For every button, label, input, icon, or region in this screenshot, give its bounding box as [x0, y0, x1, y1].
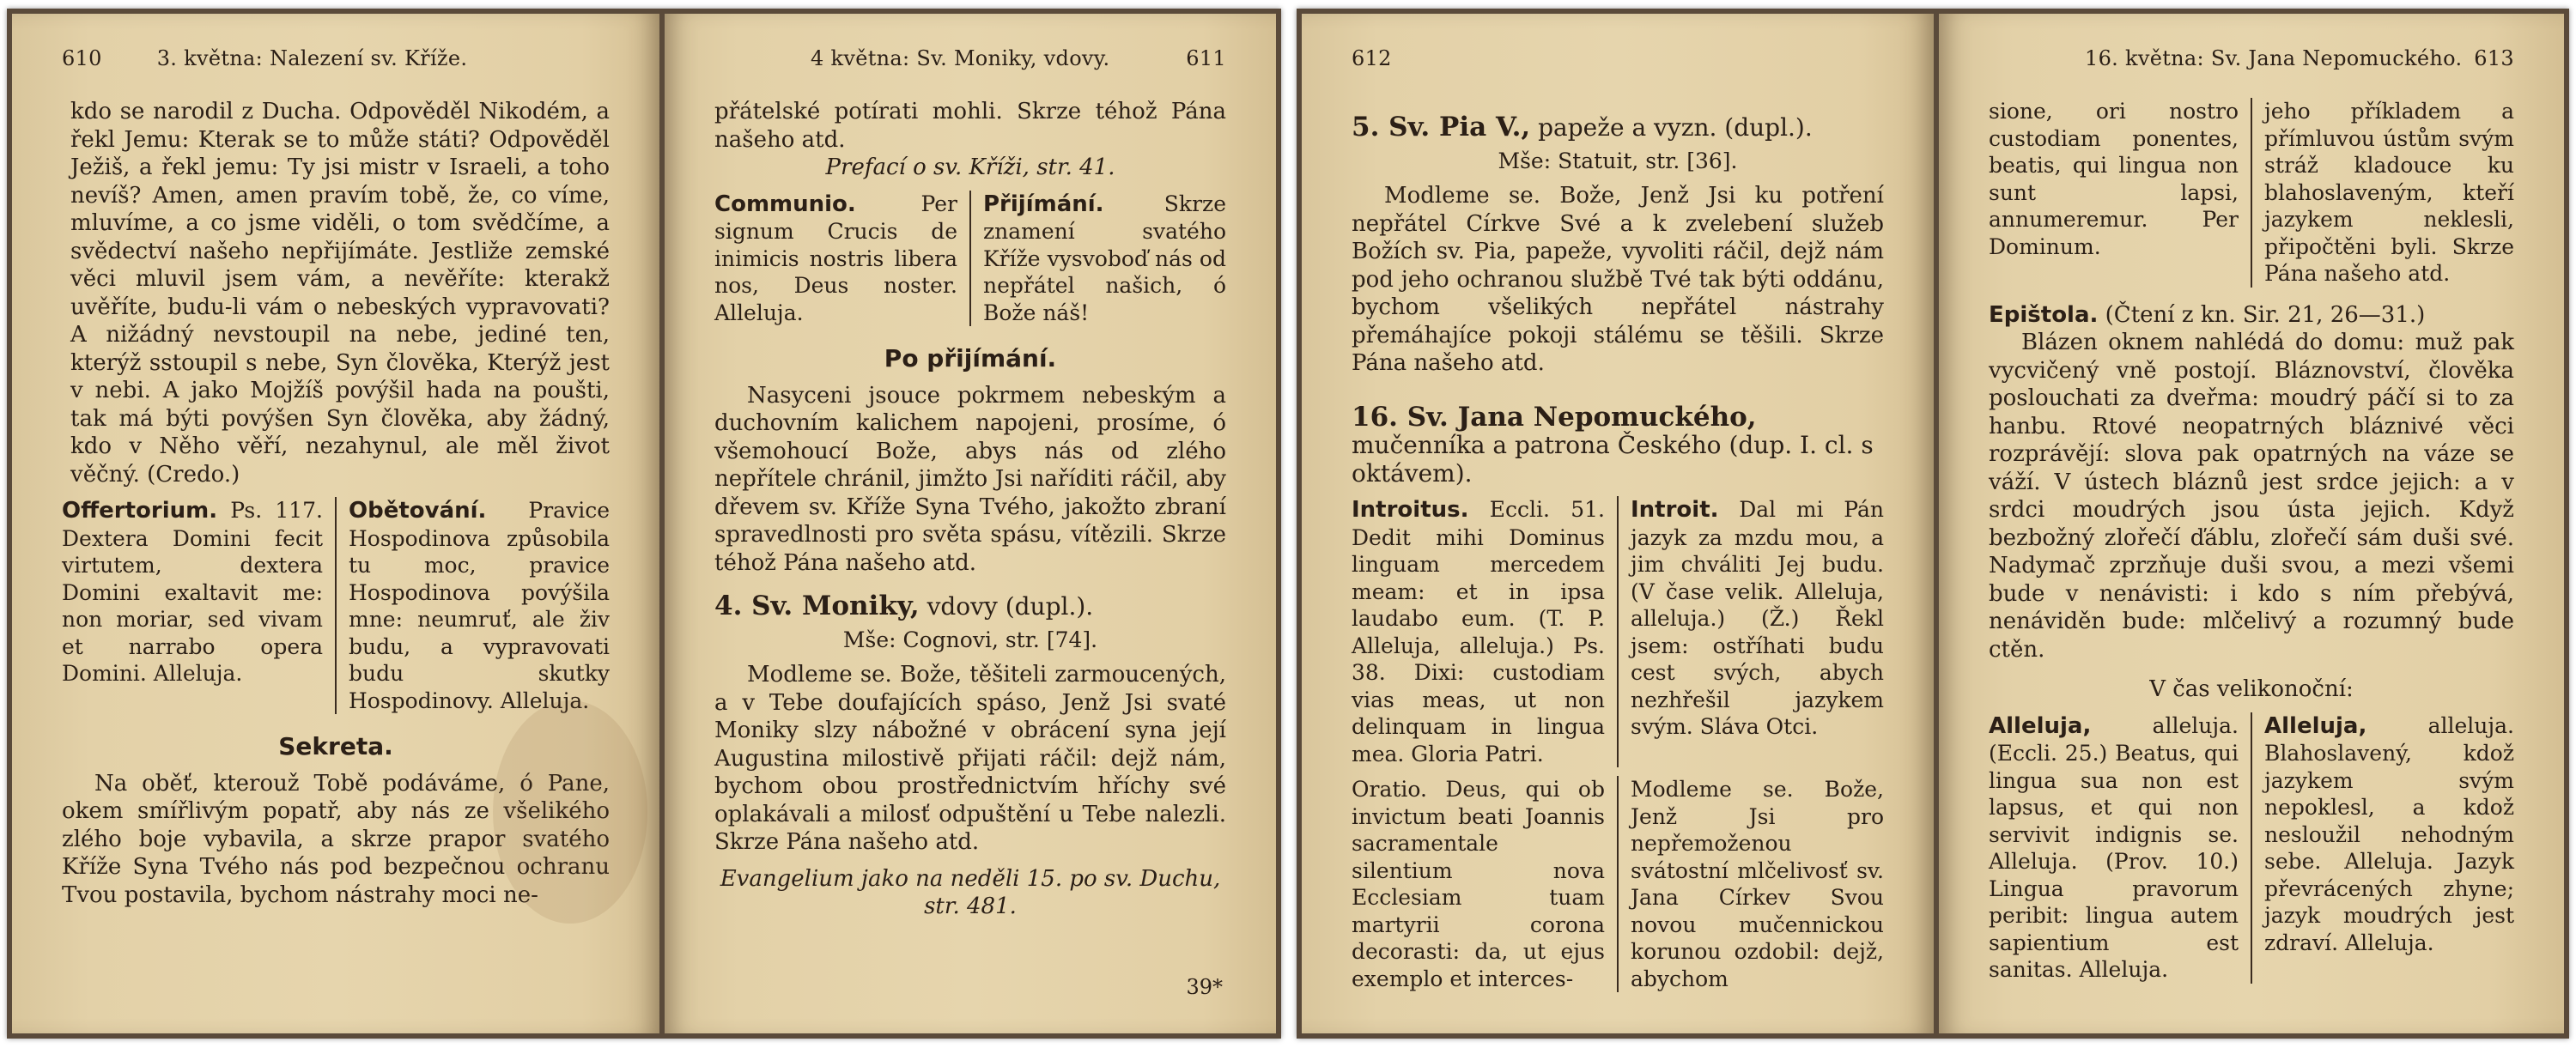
alleluia-czech-text: alleluja. Blahoslavený, kdož jazykem svým nepoklesl, a kdož nesloužil nehodným sebe. Alleluja. Jazyk převrácených zhyne; jazyk moudrých jest zdraví. Alleluja. [2264, 712, 2514, 955]
feast-name: 5. Sv. Pia V., [1352, 112, 1531, 142]
sekreta-heading: Sekreta. [278, 732, 393, 760]
running-head [714, 46, 1226, 98]
page-body [714, 98, 1226, 921]
oratio-czech-continued: jeho příkladem a přímluvou ústům svým stráž kladouce ku blahoslaveným, kteří jazykem neklesli, připočtěni byli. Skrze Pána našeho atd. [2251, 98, 2514, 288]
page-610 [12, 14, 659, 1033]
offertory-czech-text: Pravice Hospodinova způsobila tu moc, pravice Hospodinova povýšila mne: neumruť, ale živ budu, a vypravovati budu skutky Hospodinovy. Alleluja. [349, 498, 610, 713]
signature-mark: 39* [1186, 975, 1223, 999]
oratio-columns [1352, 776, 1884, 992]
offertory-latin [62, 497, 335, 714]
epistle-text: Blázen oknem nahlédá do domu: muž pak vycvičený vně postojí. Bláznovství, člověka poslouchati za dveřma: moudrý páčí si to za hanbu. Rtové neopatrných bláznivé věci rozprávějí: slova pak opatrných na váze se váží. V ústech bláznů jest srdce jejich: a v srdci moudrých jsou ústa jejich. Když bezbožný zlořečí ďáblu, zlořečí sám duši své. Nadymač zprzňuje duši svou, a mezi všemi bude v nenávisti: i kdo s ním přebývá, nenáviděn bude: mlčelivý a rozumný bude ctěn. [1989, 330, 2514, 663]
introit-czech [1617, 496, 1884, 767]
alleluia-latin-text: alleluja. (Eccli. 25.) Beatus, qui lingua sua non est lapsus, et qui non servivit indignis se. Alleluja. (Prov. 10.) Lingua pravorum peribit: lingua autem sapientium est sanitas. Alleluja. [1989, 712, 2239, 982]
page-number: 611 [1186, 46, 1226, 70]
introit-columns [1352, 496, 1884, 767]
offertory-czech [335, 497, 610, 714]
collect-monica: Modleme se. Bože, těšiteli zarmoucených, a v Tebe doufajících spáso, Jenž Jsi svaté Moniky slzy nábožné v obrácení syna její Augustina milostivě přijati ráčil: dejž nám, bychom obou prostřednictvím hříchy své oplakávali a milosť odpuštění u Tebe nalezli. Skrze Pána našeho atd. [714, 662, 1226, 855]
collect-pius: Modleme se. Bože, Jenž Jsi ku potření nepřátel Církve Své a k zvelebení služeb Božích sv. Pia, papeže, vyvoliti ráčil, dejž nám pod jeho ochranou službě Tvé tak býti oddánu, bychom všelikých nepřátel nástrahy přemáhajíce pokoji stálému se těšili. Skrze Pána našeho atd. [1352, 183, 1884, 376]
left-book-spread [7, 9, 1281, 1039]
communion-czech [969, 191, 1226, 327]
communion-latin-text: Per signum Crucis de inimicis nostris libera nos, Deus noster. Alleluja. [714, 191, 957, 325]
feast-rank: papeže a vyzn. (dupl.). [1538, 113, 1813, 142]
mass-reference: Mše: Cognovi, str. [74]. [842, 627, 1098, 652]
offertory-czech-label: Obětování. [349, 498, 487, 524]
postcommunion-text: Nasyceni jsouce pokrmem nebeským a duchovním kalichem napojeni, prosíme, ó všemohoucí Bože, abys nás od zlého nepřítele chránil, jimžto Jsi naříditi ráčil, aby dřevem sv. Kříže Syna Tvého, jakožto zbraní spravedlnosti pro světa spásu, vítězili. Skrze téhož Pána našeho atd. [714, 382, 1226, 576]
running-title: 16. května: Sv. Jana Nepomuckého. [2085, 46, 2463, 70]
feast-name: 16. Sv. Jana Nepomuckého, [1352, 401, 1757, 433]
introit-czech-text: Dal mi Pán jazyk za mzdu mou, a jim chváliti Jej budu. (V čase velik. Alleluja, alleluja.) (Ž.) Řekl jsem: ostříhati budu cest svých, abych nezhřešil jazykem svým. Sláva Otci. [1631, 497, 1884, 739]
epistle-label: Epištola. [1989, 301, 2099, 328]
page-612 [1302, 14, 1934, 1033]
feast-rank: vdovy (dupl.). [927, 592, 1094, 621]
sekreta-text: Na oběť, kterouž Tobě podáváme, ó Pane, okem smířlivým popatř, aby nás ze všelikého zlého boje vybavila, a skrze prapor svatého Kříže Syna Tvého nás pod bezpečnou ochranu Tvou postavila, bychom nástrahy moci ne- [62, 770, 610, 908]
oratio-czech: Modleme se. Bože, Jenž Jsi pro nepřemoženou svátostní mlčelivosť sv. Jana Církev Svou novou mučennickou korunou ozdobil: dejž, abychom [1617, 776, 1884, 992]
running-head [62, 46, 610, 98]
epistle-reference: (Čtení z kn. Sir. 21, 26—31.) [2105, 301, 2426, 328]
feast-name: 4. Sv. Moniky, [714, 591, 920, 621]
feast-title-john [1352, 403, 1884, 488]
offertory-columns [62, 497, 610, 714]
page-body [1989, 98, 2514, 984]
page-body [1352, 113, 1884, 992]
secret-continuation: přátelské potírati mohli. Skrze téhož Pána našeho atd. [714, 99, 1226, 153]
gospel-continuation: kdo se narodil z Ducha. Odpověděl Nikodém, a řekl Jemu: Kterak se to může státi? Odpověděl Ježiš, a řekl jemu: Ty jsi mistr v Israeli, a toho nevíš? Amen, amen pravím tobě, že, co víme, mluvíme, a co jsme viděli, o tom svědčíme, a svědectví našeho nepřijímáte. Jestliže zemské věci mluvil jsem vám, a nevěříte: kterakž uvěříte, budu-li vám o nebeských vypravovati? A nižádný nevstoupil na nebe, jediné ten, kterýž sstoupil s nebe, Syn člověka, Kterýž jest v nebi. A jako Mojžíš povýšil hada na poušti, tak má býti povýšen Syn člověka, aby žádný, kdo v Něho věří, nezahynul, ale měl život věčný. (Credo.) [70, 99, 610, 488]
right-book-spread [1297, 9, 2569, 1039]
page-613 [1939, 14, 2564, 1033]
feast-rank: mučenníka a patrona Českého (dup. I. cl. s oktávem). [1352, 431, 1874, 488]
oratio-latin: Oratio. Deus, qui ob invictum beati Joannis sacramentale silentium nova Ecclesiam tuam martyrii corona decorasti: da, ut ejus exemplo et interces- [1352, 777, 1605, 991]
feast-title-monica [714, 592, 1226, 621]
offertory-latin-label: Offertorium. [62, 498, 218, 524]
preface-note: Prefací o sv. Kříži, str. 41. [825, 154, 1115, 180]
communion-latin-label: Communio. [714, 191, 856, 217]
page-number: 613 [2474, 46, 2514, 70]
alleluia-czech-label: Alleluja, [2264, 712, 2367, 739]
page-number: 612 [1352, 46, 1392, 70]
easter-heading: V čas velikonoční: [2149, 676, 2354, 702]
oratio-latin-continued: sione, ori nostro custodiam ponentes, beatis, qui lingua non sunt lapsi, annumeremur. Per Dominum. [1989, 99, 2239, 259]
running-head [1989, 46, 2514, 98]
alleluia-czech [2251, 712, 2514, 984]
introit-czech-label: Introit. [1631, 497, 1719, 523]
page-number: 610 [62, 46, 102, 70]
communion-columns [714, 191, 1226, 327]
running-head [1352, 46, 1884, 98]
communion-latin [714, 191, 969, 327]
page-611 [665, 14, 1276, 1033]
running-title: 3. května: Nalezení sv. Kříže. [156, 46, 468, 70]
alleluia-latin-label: Alleluja, [1989, 712, 2092, 739]
postcommunion-heading: Po přijímání. [884, 344, 1057, 373]
oratio-continuation-columns [1989, 98, 2514, 288]
epistle-heading [1989, 301, 2514, 330]
page-body [62, 98, 610, 909]
mass-reference: Mše: Statuit, str. [36]. [1498, 148, 1738, 173]
running-title: 4 května: Sv. Moniky, vdovy. [811, 46, 1110, 70]
communion-czech-label: Přijímání. [983, 191, 1104, 217]
offertory-latin-text: Ps. 117. Dextera Domini fecit virtutem, dextera Domini exaltavit me: non moriar, sed vivam et narrabo opera Domini. Alleluja. [62, 498, 323, 686]
feast-title-pius [1352, 113, 1884, 142]
alleluia-columns [1989, 712, 2514, 984]
introit-latin-text: Eccli. 51. Dedit mihi Dominus linguam mercedem meam: et in ipsa laudabo eum. (T. P. Alleluja, alleluja.) Ps. 38. Dixi: custodiam vias meas, ut non delinquam in lingua mea. Gloria Patri. [1352, 497, 1605, 766]
introit-latin [1352, 496, 1617, 767]
communion-czech-text: Skrze znamení svatého Kříže vysvoboď nás od nepřátel našich, ó Bože náš! [983, 191, 1226, 325]
introit-latin-label: Introitus. [1352, 497, 1469, 523]
alleluia-latin [1989, 712, 2251, 984]
gospel-reference: Evangelium jako na neděli 15. po sv. Duchu, str. 481. [720, 865, 1221, 919]
